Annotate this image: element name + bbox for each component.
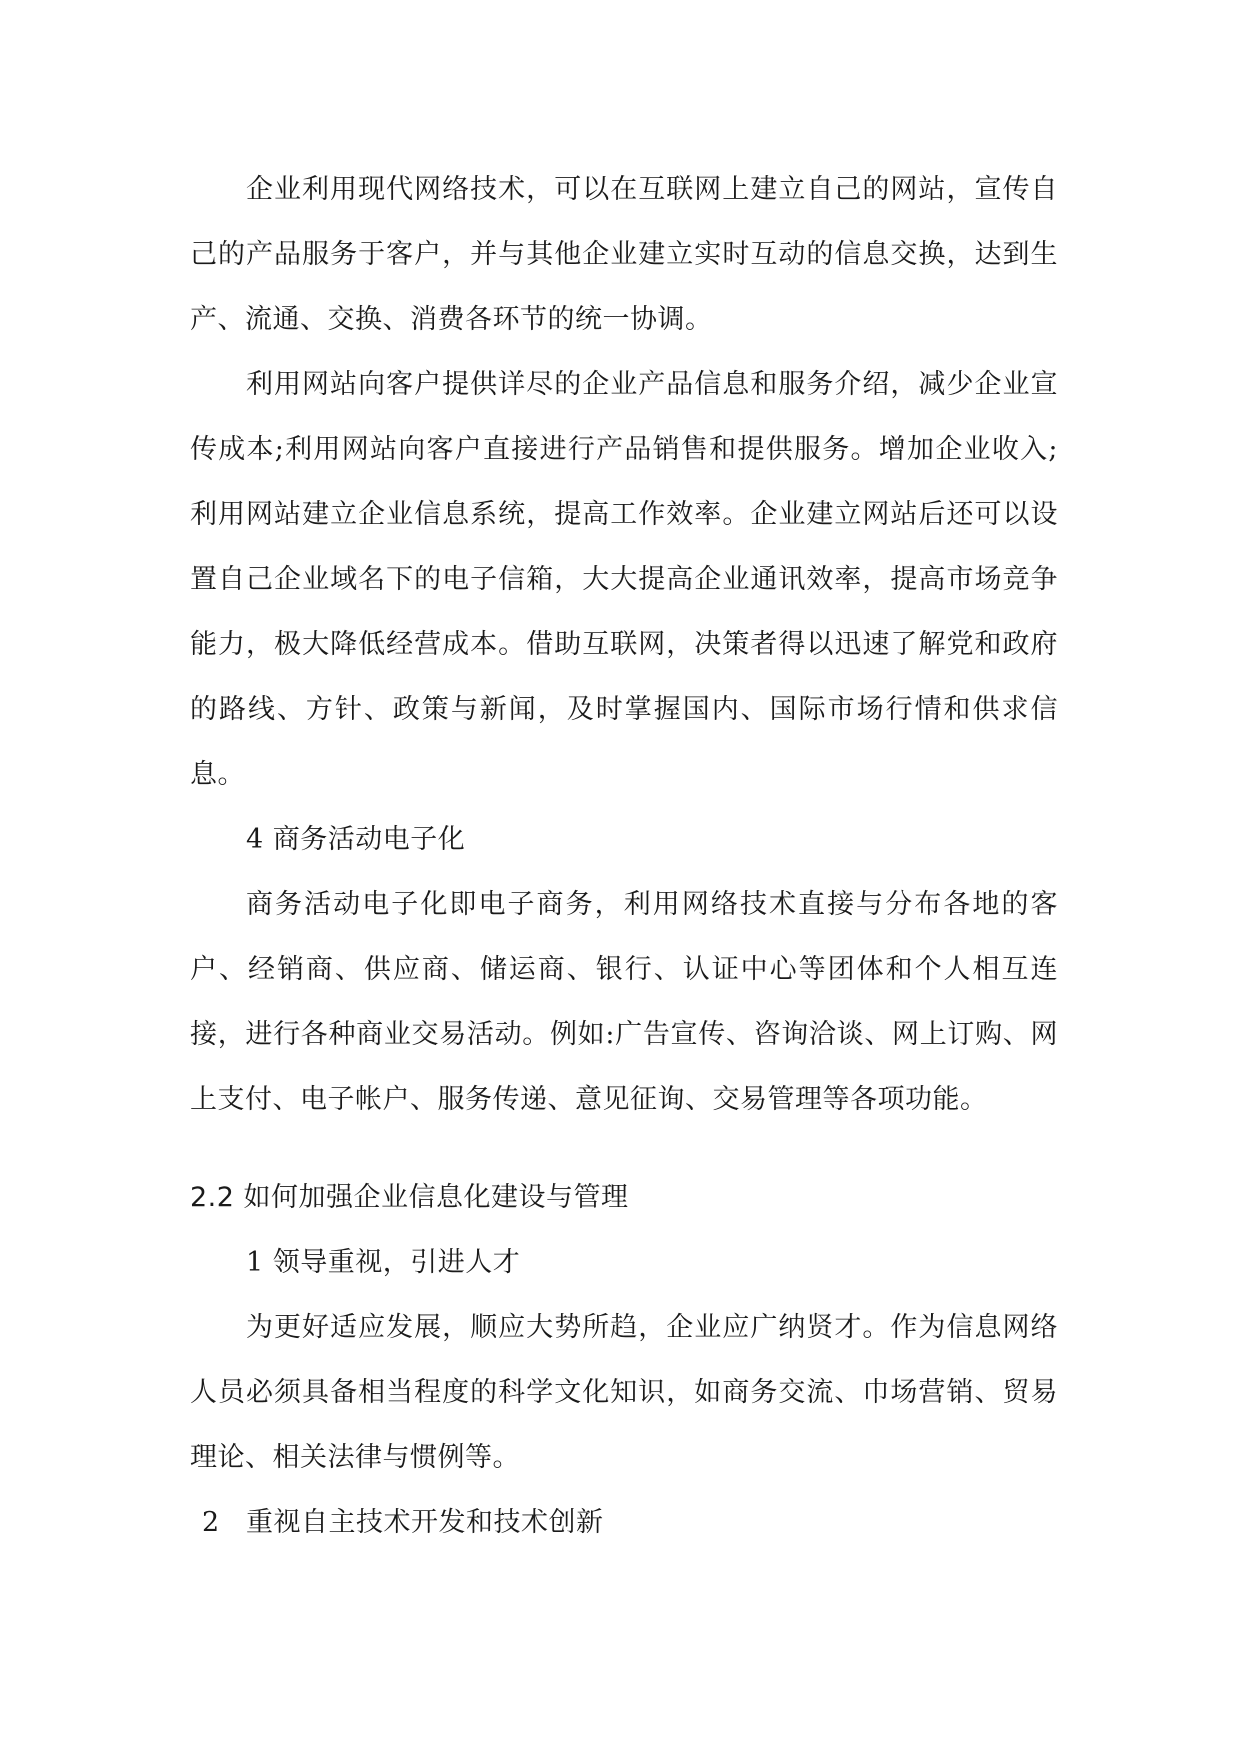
subheading-ecommerce: 4 商务活动电子化: [246, 824, 466, 855]
item-2-title: 重视自主技术开发和技术创新: [246, 1507, 604, 1538]
item-2-heading: [190, 1490, 1058, 1555]
paragraph-ecommerce: 商务活动电子化即电子商务，利用网络技术直接与分布各地的客户、经销商、供应商、储运商、银行、认证中心等团体和个人相互连接，进行各种商业交易活动。例如:广告宣传、咨询洽谈、网上订购、网上支付、电子帐户、服务传递、意见征询、交易管理等各项功能。: [190, 889, 1058, 1115]
item-1-text: 为更好适应发展，顺应大势所趋，企业应广纳贤才。作为信息网络人员必须具备相当程度的科学文化知识，如商务交流、巾场营销、贸易理论、相关法律与惯例等。: [190, 1312, 1058, 1473]
section-spacer: [190, 1132, 1058, 1165]
paragraph-website-uses: 利用网站向客户提供详尽的企业产品信息和服务介绍，减少企业宣传成本;利用网站向客户直接进行产品销售和提供服务。增加企业收入;利用网站建立企业信息系统，提高工作效率。企业建立网站后还可以设置自己企业域名下的电子信箱，大大提高企业通讯效率，提高市场竞争能力，极大降低经营成本。借助互联网，决策者得以迅速了解党和政府的路线、方针、政策与新闻，及时掌握国内、国际市场行情和供求信息。: [190, 369, 1058, 790]
section-title: 2.2 如何加强企业信息化建设与管理: [190, 1182, 629, 1213]
document-body: [190, 157, 1058, 1555]
paragraph-website-benefits: 企业利用现代网络技术，可以在互联网上建立自己的网站，宣传自己的产品服务于客户，并与其他企业建立实时互动的信息交换，达到生产、流通、交换、消费各环节的统一协调。: [190, 174, 1058, 335]
item-1-title: 1 领导重视，引进人才: [246, 1247, 521, 1278]
item-2-number: 2: [202, 1507, 220, 1538]
